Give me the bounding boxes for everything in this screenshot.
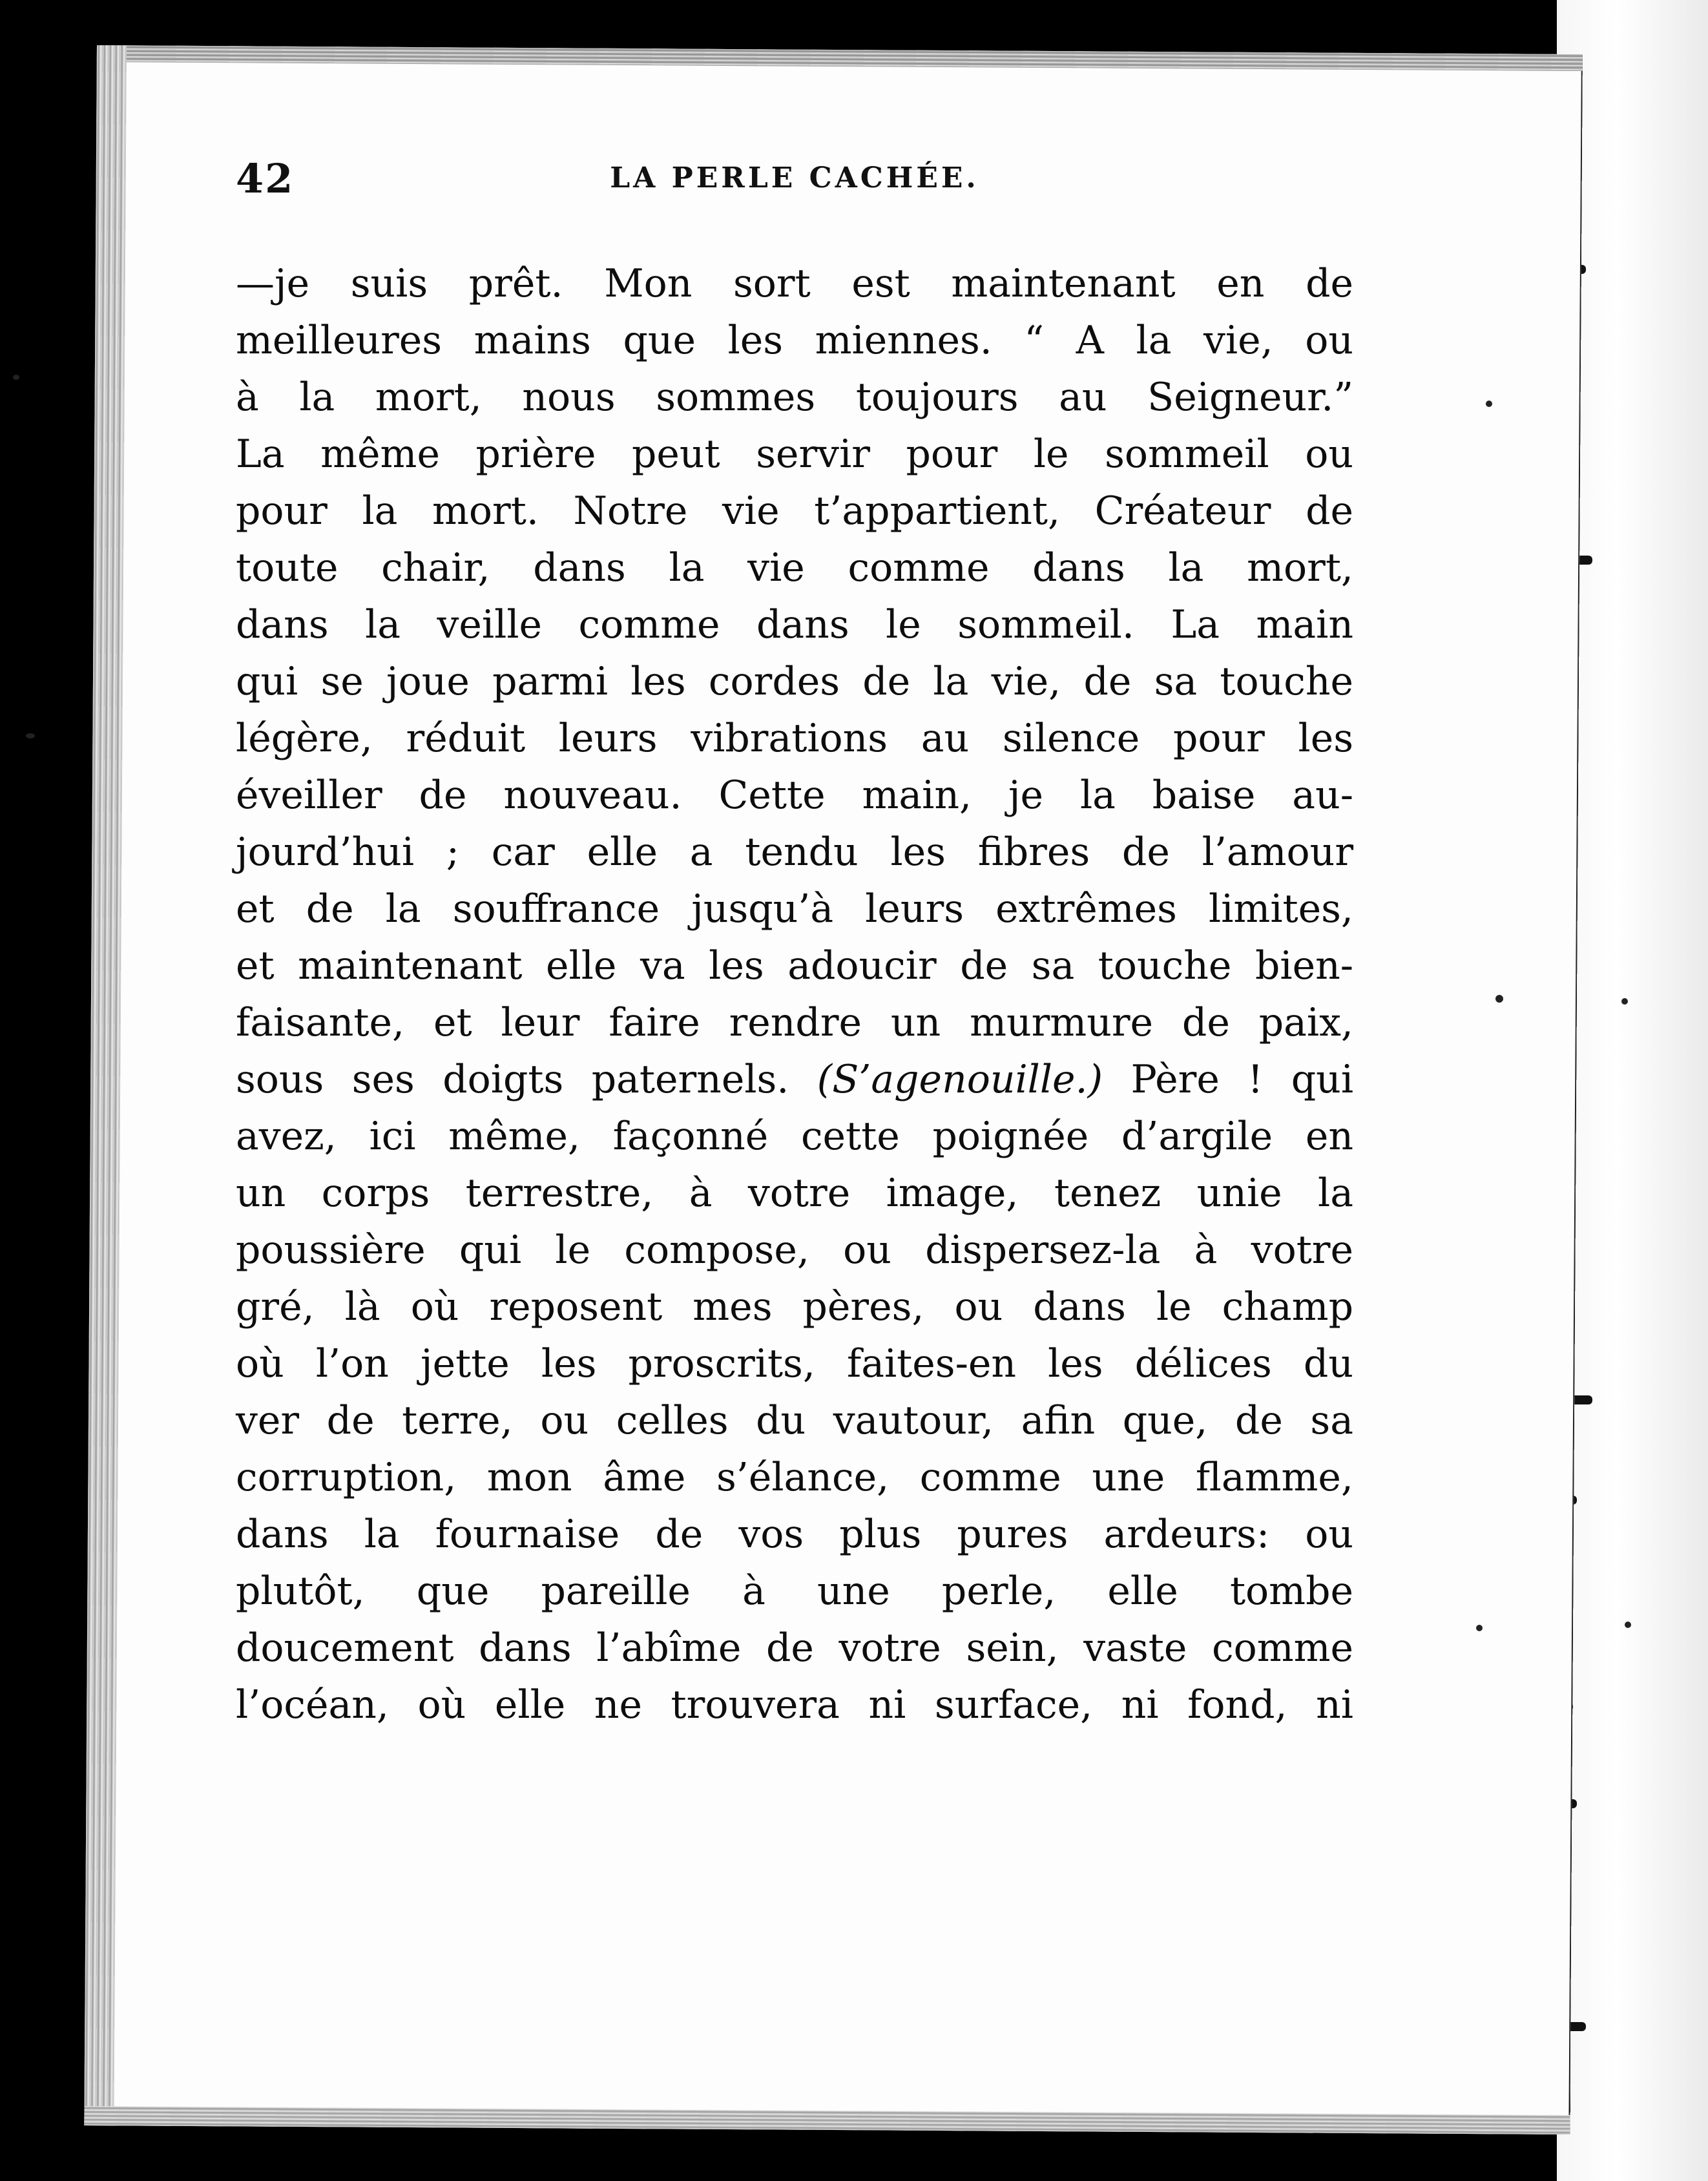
page-edge-bottom: [84, 2106, 1570, 2134]
text-line: éveiller de nouveau. Cette main, je la baise au-: [236, 773, 1353, 818]
running-head-title: LA PERLE CACHÉE.: [610, 162, 979, 194]
text-line: meilleures mains que les miennes. “ A la vie, ou: [236, 318, 1353, 363]
text-line: poussière qui le compose, ou dispersez-la à votre: [236, 1227, 1353, 1273]
scan-speck: [1625, 1622, 1631, 1628]
scan-speck: [1621, 998, 1628, 1005]
scan-speck: [1486, 401, 1492, 407]
text-line: et maintenant elle va les adoucir de sa touche bien-: [236, 943, 1353, 988]
text-line: où l’on jette les proscrits, faites-en les délices du: [236, 1341, 1353, 1386]
text-line: dans la veille comme dans le sommeil. La main: [236, 602, 1353, 647]
text-line: corruption, mon âme s’élance, comme une flamme,: [236, 1455, 1353, 1500]
text-line-with-stage-direction: [236, 1051, 1353, 1108]
text-line: gré, là où reposent mes pères, ou dans le champ: [236, 1284, 1353, 1330]
running-head: [236, 155, 1353, 213]
text-line: avez, ici même, façonné cette poignée d’argile en: [236, 1114, 1353, 1159]
page-body: [236, 255, 1353, 1733]
text-line-segment: sous ses doigts paternels.: [236, 1057, 789, 1102]
text-line: doucement dans l’abîme de votre sein, vaste comme: [236, 1625, 1353, 1671]
scan-speck: [26, 733, 35, 738]
text-line: à la mort, nous sommes toujours au Seigneur.”: [236, 375, 1353, 420]
stage-direction: (S’agenouille.): [817, 1057, 1103, 1102]
text-line: légère, réduit leurs vibrations au silence pour les: [236, 716, 1353, 761]
text-line: La même prière peut servir pour le sommeil ou: [236, 432, 1353, 477]
scan-speck: [13, 375, 19, 380]
text-line: pour la mort. Notre vie t’appartient, Créateur de: [236, 488, 1353, 534]
page-edge-left: [84, 45, 127, 2125]
text-line: —je suis prêt. Mon sort est maintenant en de: [236, 261, 1353, 306]
page-number: 42: [236, 155, 295, 202]
text-line: ver de terre, ou celles du vautour, afin que, de sa: [236, 1398, 1353, 1443]
page-edge-top: [97, 45, 1583, 71]
text-line: plutôt, que pareille à une perle, elle tombe: [236, 1569, 1353, 1614]
scan-speck: [1476, 1625, 1483, 1631]
text-line: un corps terrestre, à votre image, tenez unie la: [236, 1171, 1353, 1216]
text-line: l’océan, où elle ne trouvera ni surface, ni fond, ni: [236, 1682, 1353, 1727]
text-line: qui se joue parmi les cordes de la vie, de sa touche: [236, 659, 1353, 704]
text-line: et de la souffrance jusqu’à leurs extrêmes limites,: [236, 886, 1353, 932]
text-line: dans la fournaise de vos plus pures ardeurs: ou: [236, 1512, 1353, 1557]
text-line: faisante, et leur faire rendre un murmure de paix,: [236, 1000, 1353, 1045]
text-line-segment: Père ! qui: [1130, 1057, 1354, 1102]
scan-speck: [1495, 995, 1503, 1003]
text-line: toute chair, dans la vie comme dans la mort,: [236, 545, 1353, 590]
text-line: jourd’hui ; car elle a tendu les fibres de l’amour: [236, 830, 1353, 875]
